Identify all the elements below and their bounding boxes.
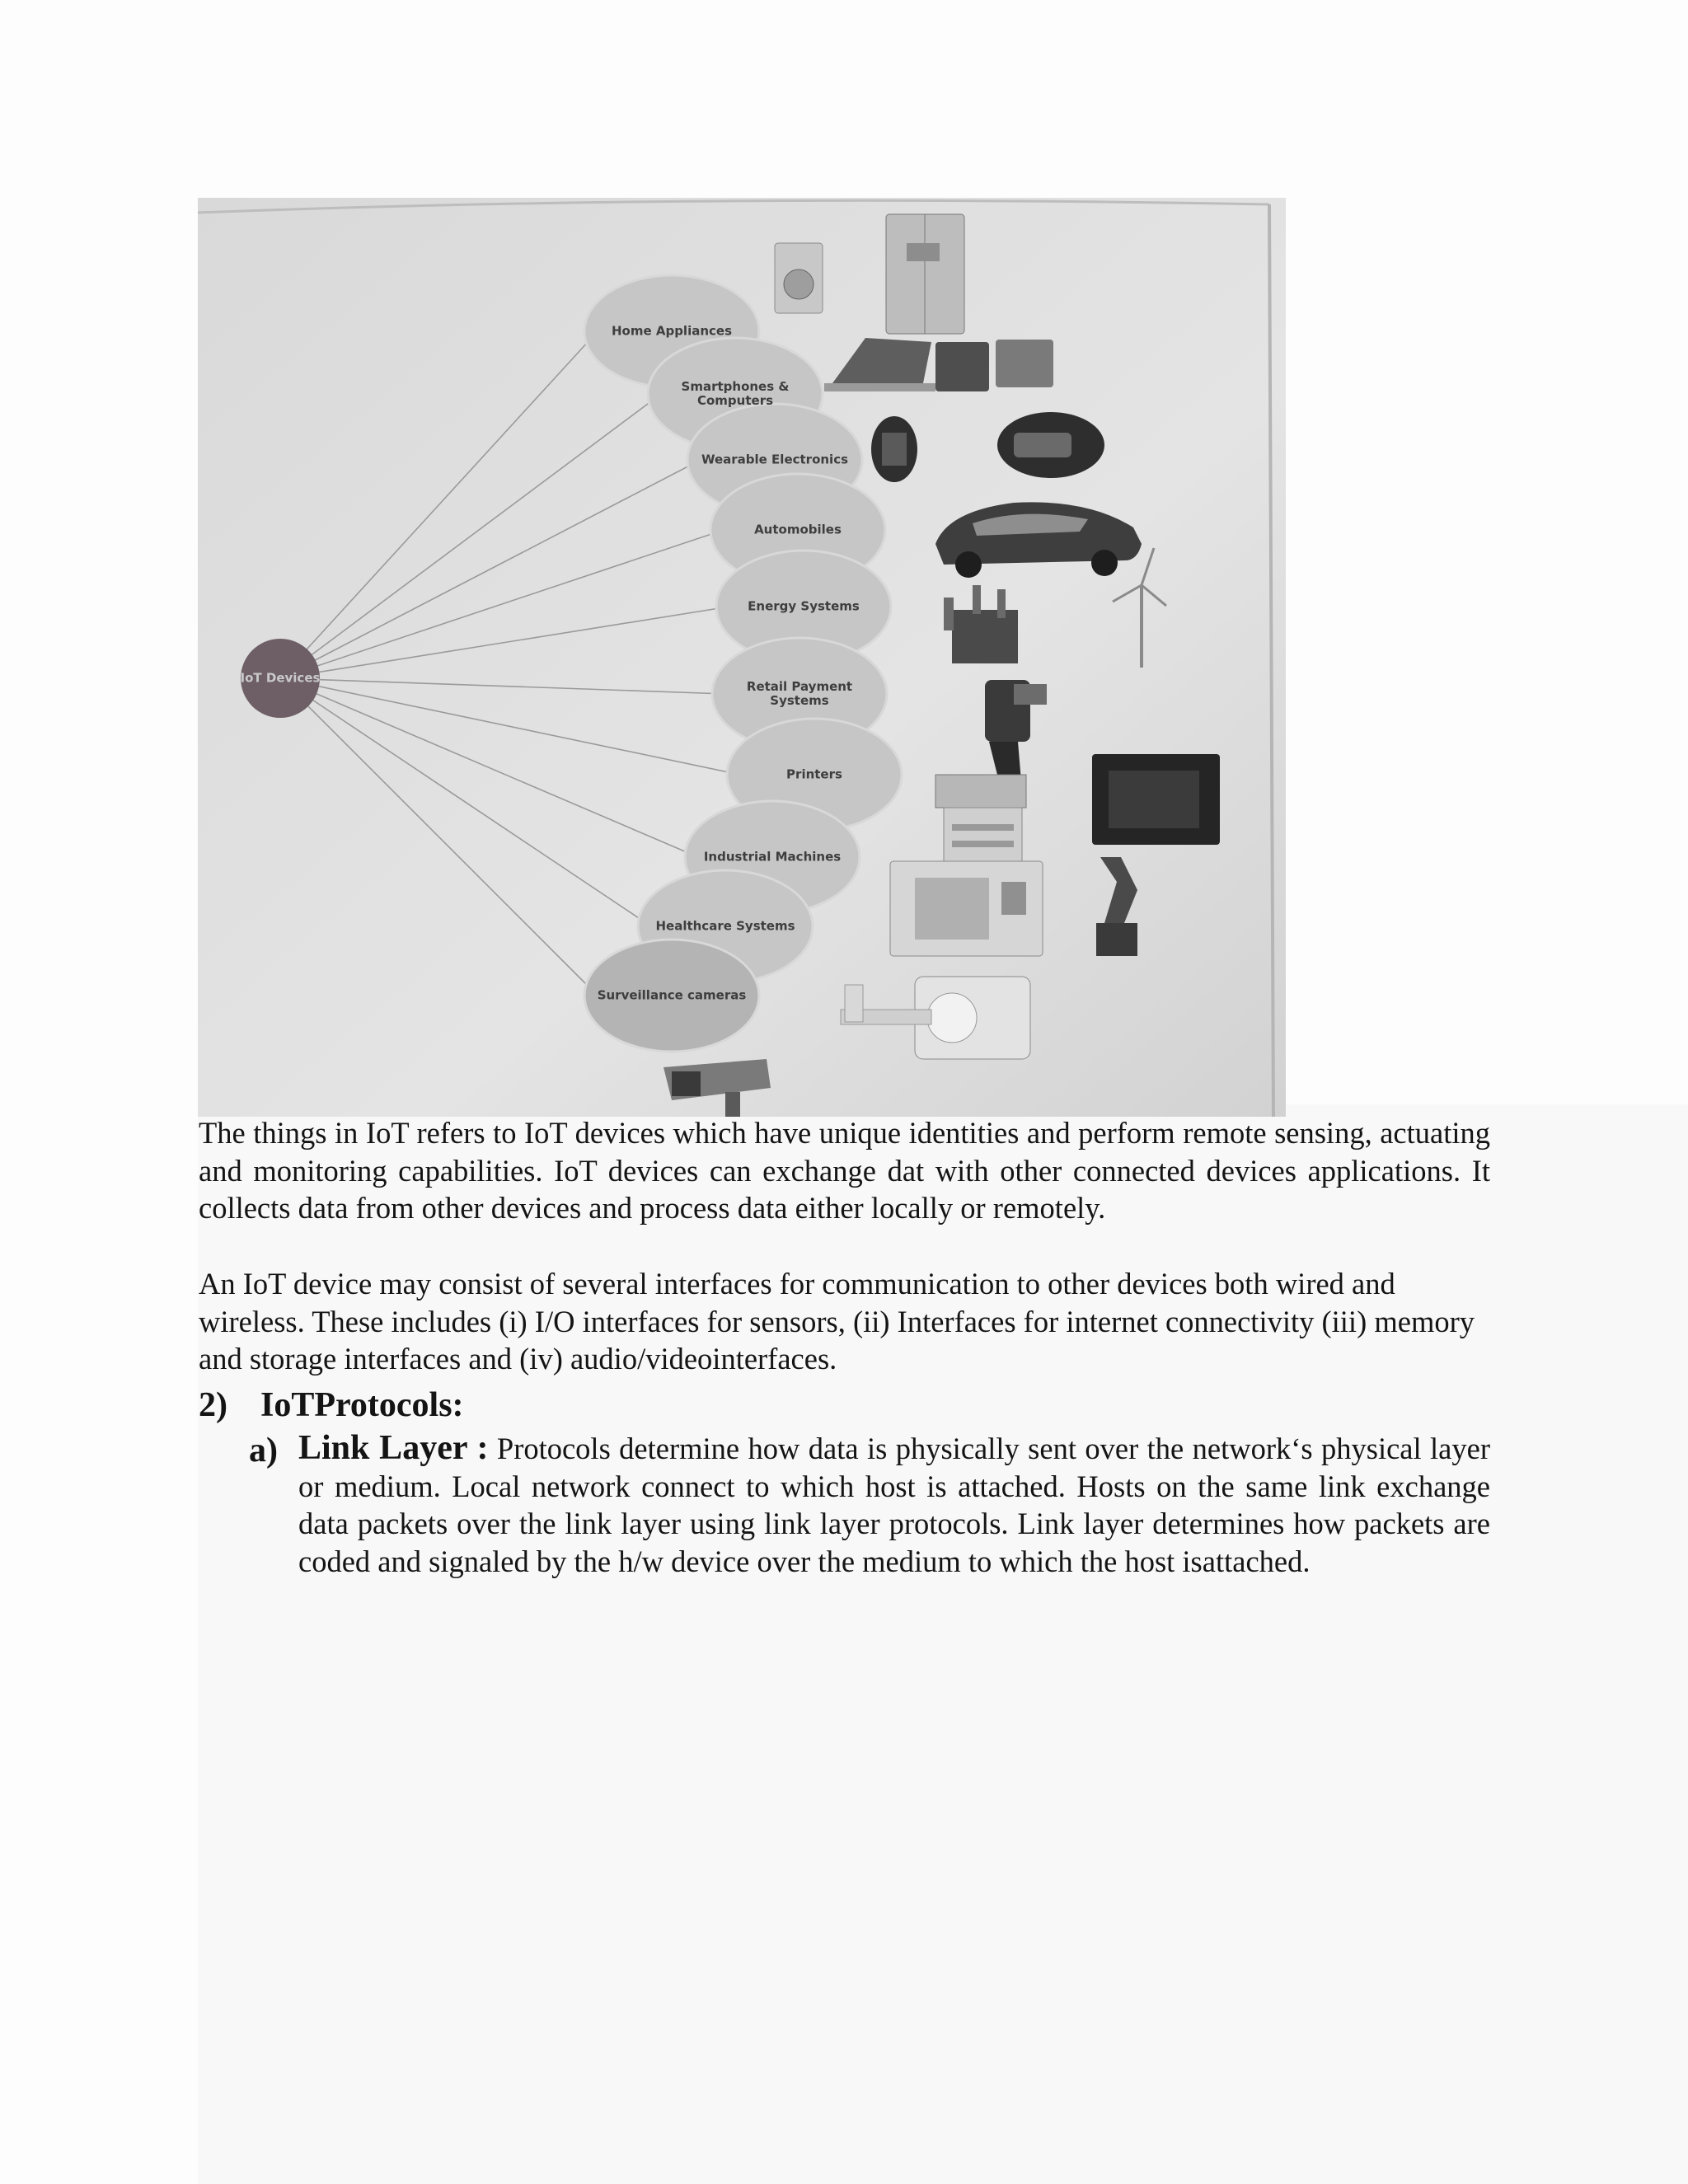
list-marker: a) (249, 1432, 278, 1469)
cnc-machine-icon (890, 861, 1043, 956)
term-link-layer: Link Layer : (298, 1429, 489, 1467)
category-label: Wearable Electronics (701, 452, 849, 467)
fitness-band-icon (871, 416, 917, 482)
hub-label: IoT Devices (240, 670, 321, 686)
smartwatch-icon (997, 412, 1104, 478)
category-label: Printers (786, 766, 842, 782)
section-heading (199, 1385, 464, 1426)
link-layer-description: Protocols determine how data is physically sent over the network‘s physical layer or medium. Local network connect to which host is attached. Hosts on the same link exchange data packets over the link layer using link layer protocols. Link layer determines how packets are coded and signaled by the h/w device over the medium to which the host isattached. (298, 1432, 1490, 1578)
category-label: Automobiles (754, 522, 842, 537)
section-title: IoTProtocols: (260, 1386, 464, 1424)
paragraph-iot-interfaces: An IoT device may consist of several interfaces for communication to other devices both wired and wireless. These includes (i) I/O interfaces for sensors, (ii) Interfaces for internet connectivity (iii) memory and storage interfaces and (iv) audio/videointerfaces. (199, 1267, 1475, 1376)
category-label: Energy Systems (748, 598, 860, 614)
category-label: Healthcare Systems (655, 918, 795, 934)
list-item-body (298, 1430, 1490, 1580)
category-label: Surveillance cameras (597, 987, 747, 1003)
refrigerator-icon (886, 214, 964, 334)
category-label: Home Appliances (611, 323, 733, 339)
category-label: Industrial Machines (703, 849, 842, 865)
iot-devices-figure (198, 198, 1286, 1117)
category-label: Retail Payment Systems (746, 679, 853, 708)
category-label: Smartphones & Computers (681, 379, 790, 408)
3d-printer-icon (1092, 754, 1220, 845)
paragraph-iot-things: The things in IoT refers to IoT devices which have unique identities and perform remote sensing, actuating and monitoring capabilities. IoT devices can exchange dat with other connected devices applications. It collects data from other devices and process data either locally or remotely. (199, 1116, 1490, 1225)
list-item-link-layer (249, 1430, 1490, 1580)
section-number: 2) (199, 1386, 227, 1424)
washing-machine-icon (775, 243, 823, 313)
